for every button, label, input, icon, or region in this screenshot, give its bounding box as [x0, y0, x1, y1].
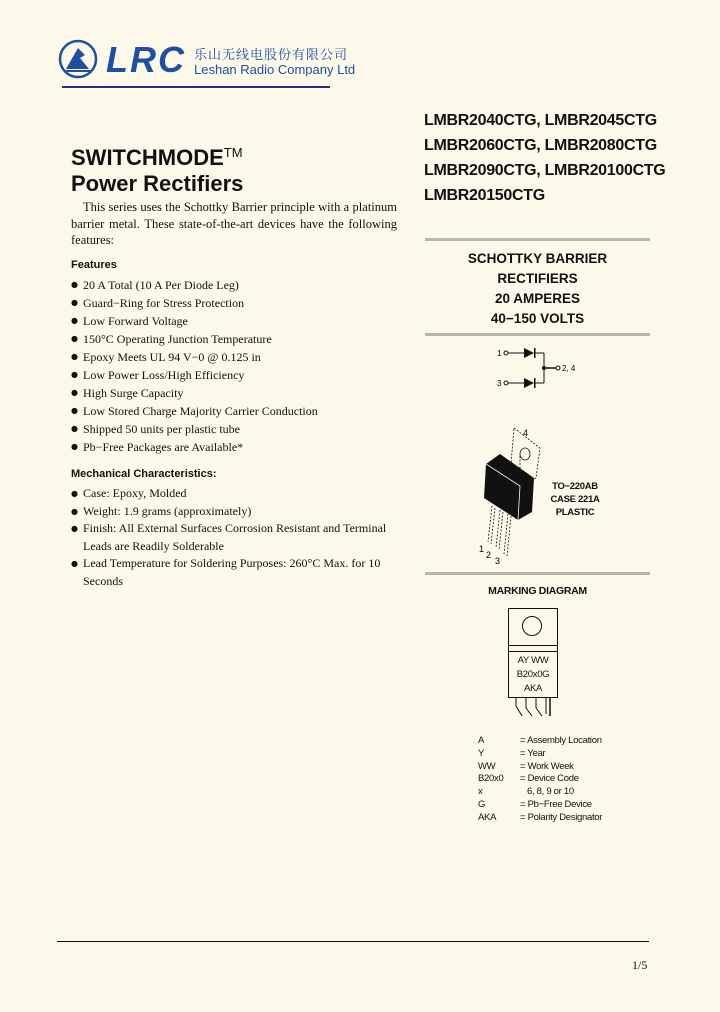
company-name-chinese: 乐山无线电股份有限公司	[194, 48, 349, 63]
feature-item: ● 150°C Operating Junction Temperature	[71, 330, 401, 348]
feature-item: ● 20 A Total (10 A Per Diode Leg)	[71, 276, 401, 294]
document-title	[71, 140, 243, 197]
header-divider	[62, 86, 330, 88]
tab-pin-label: 4	[523, 428, 529, 438]
feature-item: ● Low Power Loss/High Efficiency	[71, 366, 401, 384]
lrc-emblem-icon	[58, 39, 98, 79]
company-logo	[58, 36, 358, 84]
summary-box	[425, 249, 650, 329]
title-line-1: SWITCHMODE	[71, 145, 224, 170]
page-number: 1/5	[632, 958, 648, 972]
mechanical-heading: Mechanical Characteristics:	[71, 468, 217, 480]
feature-item: ● Low Forward Voltage	[71, 312, 401, 330]
features-heading: Features	[71, 259, 117, 271]
legend-row: Y = Year	[478, 747, 546, 759]
legend-row: WW = Work Week	[478, 760, 574, 772]
package-label-line: CASE 221A	[550, 494, 600, 505]
summary-line: 20 AMPERES	[494, 291, 581, 306]
feature-item: ● Shipped 50 units per plastic tube	[71, 420, 401, 438]
marking-text	[508, 654, 558, 696]
features-list	[71, 276, 401, 456]
mechanical-item: ● Case: Epoxy, Molded	[71, 485, 401, 503]
part-number-line: LMBR2060CTG, LMBR2080CTG	[424, 137, 657, 154]
body-separator	[508, 651, 558, 652]
pin-label: 3	[495, 556, 501, 566]
pin-1-label: 1	[497, 349, 502, 358]
summary-top-divider	[425, 238, 650, 241]
marking-legend	[478, 735, 602, 825]
part-number-list	[424, 108, 665, 208]
package-label-line: TO−220AB	[552, 481, 598, 492]
marking-divider	[425, 572, 650, 575]
summary-line: SCHOTTKY BARRIER	[467, 251, 608, 266]
feature-item: ● Low Stored Charge Majority Carrier Conduction	[71, 402, 401, 420]
legend-row: A = Assembly Location	[478, 735, 602, 746]
part-number-line: LMBR2090CTG, LMBR20100CTG	[424, 162, 666, 179]
marking-diagram	[508, 608, 564, 713]
mechanical-item: ● Weight: 1.9 grams (approximately)	[71, 503, 401, 521]
intro-paragraph: This series uses the Schottky Barrier principle with a platinum barrier metal. These state-of-the-art devices have the following features:	[71, 200, 397, 247]
legend-row: AKA = Polarity Designator	[478, 811, 603, 823]
pin-3-label: 3	[497, 379, 502, 388]
marking-line: AKA	[523, 683, 543, 694]
pin-label: 2	[486, 550, 492, 560]
title-line-2: Power Rectifiers	[71, 171, 244, 196]
trademark-symbol: TM	[223, 145, 243, 160]
part-number-line: LMBR2040CTG, LMBR2045CTG	[424, 112, 657, 129]
logo-wordmark: LRC	[106, 39, 186, 80]
pin-label: 1	[479, 544, 485, 554]
company-name-english: Leshan Radio Company Ltd	[194, 62, 356, 77]
legend-row: x 6, 8, 9 or 10	[478, 786, 574, 798]
legend-row: B20x0 = Device Code	[478, 773, 579, 785]
mechanical-item: ● Finish: All External Surfaces Corrosion Resistant and Terminal Leads are Readily Solderable	[71, 520, 401, 555]
feature-item: ● Epoxy Meets UL 94 V−0 @ 0.125 in	[71, 348, 401, 366]
marking-line: B20x0G	[516, 669, 550, 680]
feature-item: ● Pb−Free Packages are Available*	[71, 438, 401, 456]
package-label	[540, 480, 610, 519]
mechanical-item: ● Lead Temperature for Soldering Purposes: 260°C Max. for 10 Seconds	[71, 555, 401, 590]
marking-diagram-heading: MARKING DIAGRAM	[488, 585, 587, 597]
marking-leads	[508, 698, 564, 718]
summary-line: 40−150 VOLTS	[490, 311, 585, 326]
tab-separator	[508, 645, 558, 646]
feature-item: ● Guard−Ring for Stress Protection	[71, 294, 401, 312]
diode-schematic	[490, 340, 610, 396]
mounting-hole-icon	[522, 616, 542, 636]
summary-bottom-divider	[425, 333, 650, 336]
package-label-line: PLASTIC	[555, 507, 595, 518]
marking-line: AY WW	[517, 655, 549, 666]
footer-divider	[57, 941, 649, 942]
mechanical-list	[71, 485, 401, 590]
feature-item: ● High Surge Capacity	[71, 384, 401, 402]
summary-line: RECTIFIERS	[497, 271, 578, 286]
common-pin-label: 2, 4	[562, 364, 576, 373]
part-number-line: LMBR20150CTG	[424, 187, 545, 204]
legend-row: G = Pb−Free Device	[478, 798, 592, 810]
